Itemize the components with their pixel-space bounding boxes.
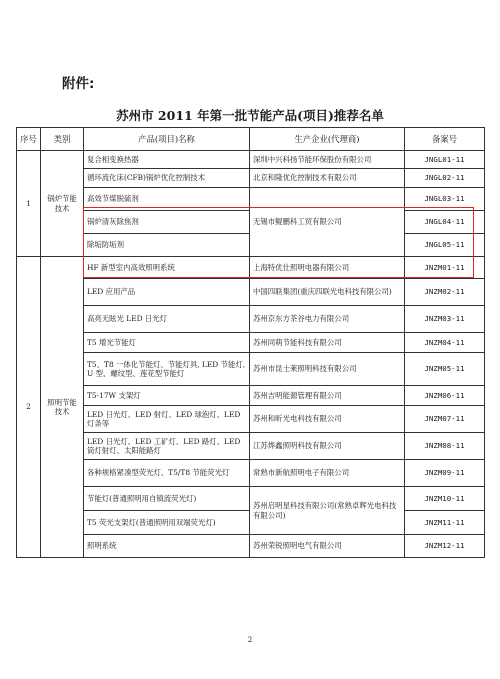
table-row <box>17 306 485 333</box>
product-name: 除垢防垢剂 <box>84 234 250 257</box>
record-code: JNZM05-11 <box>405 353 485 386</box>
company-name: 深圳中兴科扬节能环保股份有限公司 <box>250 151 405 169</box>
product-name: T5-17W 支架灯 <box>84 386 250 406</box>
company-name: 无锡市鲲鹏科工贸有限公司 <box>250 188 405 257</box>
record-code: JNZM04-11 <box>405 333 485 353</box>
table-row <box>17 169 485 188</box>
group-seq: 1 <box>17 151 41 257</box>
product-name: LED 日光灯、LED 工矿灯、LED 路灯、LED 筒灯射灯、太阳能路灯 <box>84 433 250 460</box>
company-name: 苏州吉明能源管理有限公司 <box>250 386 405 406</box>
record-code: JNZM07-11 <box>405 406 485 433</box>
company-name: 苏州京东方茶谷电力有限公司 <box>250 306 405 333</box>
table-row <box>17 333 485 353</box>
record-code: JNGL02-11 <box>405 169 485 188</box>
table-row <box>17 386 485 406</box>
attachment-label: 附件: <box>62 76 95 92</box>
company-name: 苏州市昆士莱照明科技有限公司 <box>250 353 405 386</box>
group-category: 照明节能技术 <box>41 257 84 558</box>
table-row <box>17 279 485 306</box>
company-name: 苏州同萌节能科技有限公司 <box>250 333 405 353</box>
table-row <box>17 406 485 433</box>
table-row <box>17 535 485 558</box>
record-code: JNGL01-11 <box>405 151 485 169</box>
header-seq: 序号 <box>17 128 41 151</box>
record-code: JNZM06-11 <box>405 386 485 406</box>
product-name: LED 日光灯、LED 射灯、LED 球泡灯、LED 灯条等 <box>84 406 250 433</box>
product-name: 循环流化床(CFB)锅炉优化控制技术 <box>84 169 250 188</box>
product-name: 高亮无眩光 LED 日光灯 <box>84 306 250 333</box>
table-header-row <box>17 128 485 151</box>
table-row <box>17 188 485 211</box>
record-code: JNZM12-11 <box>405 535 485 558</box>
company-name: 苏州启明星科技有限公司(常熟卓辉光电科技有限公司) <box>250 487 405 535</box>
header-product: 产品(项目)名称 <box>84 128 250 151</box>
table-row <box>17 257 485 279</box>
record-code: JNZM09-11 <box>405 460 485 487</box>
company-name: 北京和隆优化控制技术有限公司 <box>250 169 405 188</box>
product-name: T5 荧光支架灯(普通照明用双端荧光灯) <box>84 511 250 535</box>
product-name: 高效节煤脱硫剂 <box>84 188 250 211</box>
company-name: 常熟市新航照明电子有限公司 <box>250 460 405 487</box>
table-row <box>17 460 485 487</box>
company-name: 苏州荣锐照明电气有限公司 <box>250 535 405 558</box>
group-category: 锅炉节能技术 <box>41 151 84 257</box>
company-name: 苏州和昕光电科技有限公司 <box>250 406 405 433</box>
recommendation-table <box>16 127 485 558</box>
record-code: JNGL04-11 <box>405 211 485 234</box>
record-code: JNZM03-11 <box>405 306 485 333</box>
product-name: T5 增光节能灯 <box>84 333 250 353</box>
table-row <box>17 487 485 511</box>
table-row <box>17 433 485 460</box>
record-code: JNZM02-11 <box>405 279 485 306</box>
table-row <box>17 151 485 169</box>
record-code: JNZM10-11 <box>405 487 485 511</box>
record-code: JNZM11-11 <box>405 511 485 535</box>
product-name: T5、T8 一体化节能灯、节能灯具, LED 节能灯, U 型、螺纹型、莲花型节能灯 <box>84 353 250 386</box>
product-name: 复合相变换热器 <box>84 151 250 169</box>
product-name: 照明系统 <box>84 535 250 558</box>
header-company: 生产企业(代理商) <box>250 128 405 151</box>
document-title: 苏州市 2011 年第一批节能产品(项目)推荐名单 <box>116 108 384 123</box>
record-code: JNZM08-11 <box>405 433 485 460</box>
table-row <box>17 353 485 386</box>
product-name: HF 新型室内高效照明系统 <box>84 257 250 279</box>
product-name: 锅炉清灰除焦剂 <box>84 211 250 234</box>
company-name: 中国四联集团(重庆四联光电科技有限公司) <box>250 279 405 306</box>
company-name: 上海特优仕照明电器有限公司 <box>250 257 405 279</box>
record-code: JNGL03-11 <box>405 188 485 211</box>
page-number: 2 <box>247 636 253 644</box>
header-category: 类别 <box>41 128 84 151</box>
record-code: JNZM01-11 <box>405 257 485 279</box>
company-name: 江苏烨鑫照明科技有限公司 <box>250 433 405 460</box>
product-name: 各种规格紧凑型荧光灯、T5/T8 节能荧光灯 <box>84 460 250 487</box>
product-name: 节能灯(普通照明用自镇流荧光灯) <box>84 487 250 511</box>
header-code: 备案号 <box>405 128 485 151</box>
product-name: LED 应用产品 <box>84 279 250 306</box>
record-code: JNGL05-11 <box>405 234 485 257</box>
group-seq: 2 <box>17 257 41 558</box>
